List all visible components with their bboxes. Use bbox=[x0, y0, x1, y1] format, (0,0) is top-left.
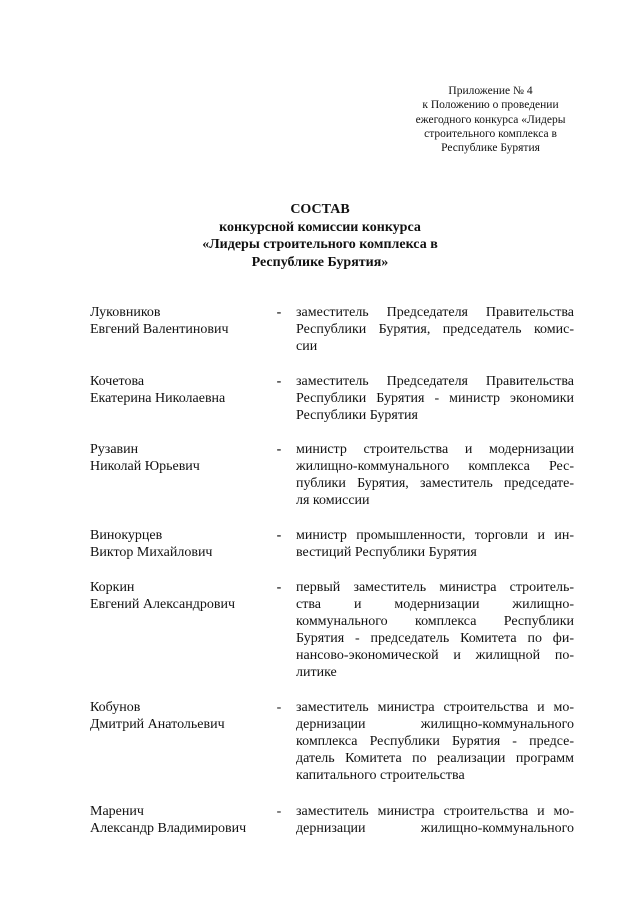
appendix-line: Республике Бурятия bbox=[441, 142, 540, 155]
dash-separator: - bbox=[276, 804, 282, 819]
appendix-header bbox=[398, 84, 583, 155]
dash-separator: - bbox=[276, 580, 282, 595]
appendix-line: ежегодного конкурса «Лидеры bbox=[415, 113, 566, 126]
member-surname: Винокурцев bbox=[90, 528, 163, 543]
member-name bbox=[90, 803, 270, 837]
member-position bbox=[296, 304, 574, 355]
member-surname: Кобунов bbox=[90, 700, 141, 715]
position-line: дернизации жилищно-коммунального bbox=[296, 717, 574, 732]
position-line: Республики Бурятия, председатель комис- bbox=[296, 322, 574, 337]
dash-separator: - bbox=[276, 442, 282, 457]
position-line: вестиций Республики Бурятия bbox=[296, 545, 477, 560]
member-given-name: Виктор Михайлович bbox=[90, 545, 213, 560]
dash-separator: - bbox=[276, 305, 282, 320]
title-line: конкурсной комиссии конкурса bbox=[219, 219, 421, 235]
position-line: Бурятия - председатель Комитета по фи- bbox=[296, 631, 574, 646]
member-position bbox=[296, 527, 574, 561]
member-name bbox=[90, 373, 270, 407]
dash-separator: - bbox=[276, 700, 282, 715]
appendix-line: Приложение № 4 bbox=[448, 85, 533, 97]
member-position bbox=[296, 699, 574, 784]
member-position bbox=[296, 441, 574, 509]
member-surname: Коркин bbox=[90, 580, 135, 595]
member-given-name: Александр Владимирович bbox=[90, 821, 247, 836]
member-name bbox=[90, 304, 270, 338]
member-position bbox=[296, 803, 574, 837]
position-line: ства и модернизации жилищно- bbox=[296, 597, 574, 612]
position-line: дернизации жилищно-коммунального bbox=[296, 821, 574, 836]
position-line: нансово-экономической и жилищной по- bbox=[296, 648, 574, 663]
appendix-line: к Положению о проведении bbox=[422, 99, 559, 112]
position-line: Республики Бурятия bbox=[296, 408, 418, 423]
appendix-line: строительного комплекса в bbox=[424, 127, 557, 140]
position-line: датель Комитета по реализации программ bbox=[296, 751, 574, 766]
position-line: ля комиссии bbox=[296, 493, 370, 508]
position-line: заместитель министра строительства и мо- bbox=[296, 700, 574, 715]
member-name bbox=[90, 579, 270, 613]
position-line: заместитель Председателя Правительства bbox=[296, 305, 574, 320]
position-line: комплекса Республики Бурятия - предсе- bbox=[296, 734, 574, 749]
member-surname: Маренич bbox=[90, 804, 144, 819]
position-line: сии bbox=[296, 339, 318, 354]
member-given-name: Дмитрий Анатольевич bbox=[90, 717, 225, 732]
title-line: СОСТАВ bbox=[290, 202, 350, 217]
member-position bbox=[296, 373, 574, 424]
member-given-name: Екатерина Николаевна bbox=[90, 391, 226, 406]
position-line: министр строительства и модернизации bbox=[296, 442, 574, 457]
title-line: «Лидеры строительного комплекса в bbox=[202, 237, 438, 252]
member-given-name: Евгений Валентинович bbox=[90, 322, 229, 337]
dash-separator: - bbox=[276, 374, 282, 389]
member-surname: Луковников bbox=[90, 305, 161, 320]
position-line: министр промышленности, торговли и ин- bbox=[296, 528, 574, 543]
dash-separator: - bbox=[276, 528, 282, 543]
member-name bbox=[90, 441, 270, 475]
position-line: заместитель министра строительства и мо- bbox=[296, 804, 574, 819]
position-line: первый заместитель министра строитель- bbox=[296, 580, 574, 595]
position-line: литике bbox=[296, 665, 337, 680]
member-name bbox=[90, 527, 270, 561]
member-given-name: Евгений Александрович bbox=[90, 597, 236, 612]
title-line: Республике Бурятия» bbox=[251, 254, 389, 270]
position-line: коммунального комплекса Республики bbox=[296, 614, 574, 629]
member-given-name: Николай Юрьевич bbox=[90, 459, 200, 474]
member-surname: Кочетова bbox=[90, 374, 145, 389]
document-title bbox=[150, 201, 490, 271]
position-line: жилищно-коммунального комплекса Рес- bbox=[296, 459, 574, 474]
member-name bbox=[90, 699, 270, 733]
member-position bbox=[296, 579, 574, 681]
position-line: публики Бурятия, заместитель председате- bbox=[296, 476, 574, 491]
position-line: Республики Бурятия - министр экономики bbox=[296, 391, 574, 406]
position-line: заместитель Председателя Правительства bbox=[296, 374, 574, 389]
position-line: капитального строительства bbox=[296, 768, 465, 783]
member-surname: Рузавин bbox=[90, 442, 139, 457]
